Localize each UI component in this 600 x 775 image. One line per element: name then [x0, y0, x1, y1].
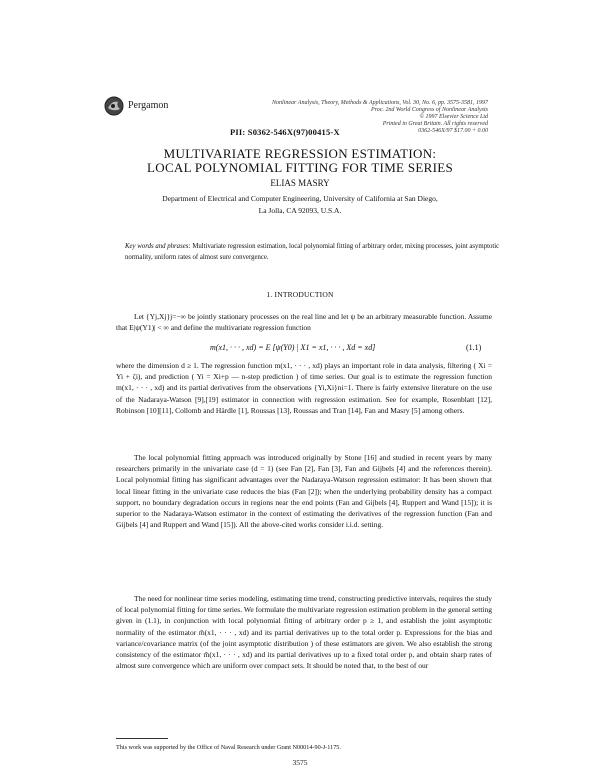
affiliation-line-2: La Jolla, CA 92093, U.S.A.	[258, 206, 342, 215]
journal-line: © 1997 Elsevier Science Ltd	[419, 114, 488, 120]
paragraph-text: Let {Yj,Xj}j=−∞ be jointly stationary processes on the real line and let ψ be an arbitrary measurable function. Assume that E|ψ(Y1)| < ∞ and define the multivariate regression function	[116, 312, 492, 333]
page-number: 3575	[292, 758, 308, 767]
intro-paragraph-4	[116, 593, 492, 671]
equation-number: (1.1)	[466, 343, 482, 352]
intro-paragraph-3	[116, 452, 492, 530]
paper-title-line-1: MULTIVARIATE REGRESSION ESTIMATION:	[163, 146, 437, 161]
paper-title-line-2: LOCAL POLYNOMIAL FITTING FOR TIME SERIES	[147, 160, 453, 175]
footnote-rule	[116, 738, 168, 739]
section-heading: 1. INTRODUCTION	[266, 290, 334, 299]
affiliation-line-1: Department of Electrical and Computer Engineering, University of California at San Diego,	[162, 194, 438, 203]
keywords-block	[125, 241, 515, 263]
publisher-logo-icon	[104, 96, 124, 116]
journal-line: Proc. 2nd World Congress of Nonlinear Analysts	[370, 107, 488, 113]
journal-line: Printed in Great Britain. All rights reserved	[382, 121, 488, 127]
paragraph-text: The local polynomial fitting approach was introduced originally by Stone [16] and studied in recent years by many researchers primarily in the univariate case (d = 1) (see Fan [2], Fan [3], Fan and Gijbels [4] and the references therein). Local polynomial fitting has significant advantages over the Nadaraya-Watson regression estimator: It has been shown that local linear fitting in the univariate case reduces the bias (Fan [2]); when the underlying probability density has a compact support, no boundary degradation occurs in regions near the end points (Fan and Gijbels [4], Ruppert and Wand [15]); it is superior to the Nadaraya-Watson estimator in the context of estimating the derivatives of the regression function (Fan and Gijbels [4] and Ruppert and Wand [15]). All the above-cited works consider i.i.d. setting.	[116, 453, 492, 530]
paragraph-text: The need for nonlinear time series modeling, estimating time trend, constructing predictive intervals, requires the study of local polynomial fitting for time series. We formulate the multivariate regression estimation problem in the general setting given in (1.1), in conjunction with local polynomial fitting of arbitrary order p ≥ 1, and establish the joint asymptotic normality of the estimator m̂(x1, · · · , xd) and its partial derivatives up to the total order p. Expressions for the bias and variance/covariance matrix (of the joint asymptotic distribution ) of these estimators are given. We also establish the strong consistency of the estimator m̂(x1, · · · , xd) and its partial derivatives up to a fixed total order p, and obtain sharp rates of almost sure convergence which are uniform over compact sets. It should be noted that, to the best of our	[116, 594, 492, 671]
journal-line: Nonlinear Analysis, Theory, Methods & Applications, Vol. 30, No. 6, pp. 3575-3581, 1997	[272, 100, 488, 106]
intro-paragraph-2: where the dimension d ≥ 1. The regression function m(x1, · · · , xd) plays an important role in data analysis, filtering ( Xi = Yi + ζi), and prediction ( Yi = Xi+p — n-step prediction ) of time series. Our goal is to estimate the regression function m(x1, · · · , xd) and its partial derivatives from the observations {Yi,Xi}ni=1. There is fairly extensive literature on the use of the Nadaraya-Watson [9],[19] estimator in connection with regression estimation. See for example, Rosenblatt [12], Robinson [10][11], Collomb and Härdle [1], Roussas [13], Roussas and Tran [14], Fan and Masry [5] among others.	[116, 361, 492, 415]
pii-identifier: PII: S0362-546X(97)00415-X	[230, 127, 340, 137]
regression-equation: m(x1, · · · , xd) = E [ψ(Y0) | X1 = x1, · · · , Xd = xd]	[210, 343, 376, 352]
intro-paragraph-1	[116, 311, 492, 333]
footnote: This work was supported by the Office of Naval Research under Grant N00014-90-J-1175.	[116, 744, 341, 751]
publisher-name: Pergamon	[128, 100, 169, 111]
journal-line: 0362-546X/97 $17.00 + 0.00	[418, 128, 488, 134]
author-name: ELIAS MASRY	[270, 178, 330, 188]
keywords-text: Multivariate regression estimation, local polynomial fitting of arbitrary order, mixing processes, joint asymptotic normality, uniform rates of almost sure convergence.	[125, 243, 500, 261]
keywords-label: Key words and phrases:	[125, 243, 191, 250]
